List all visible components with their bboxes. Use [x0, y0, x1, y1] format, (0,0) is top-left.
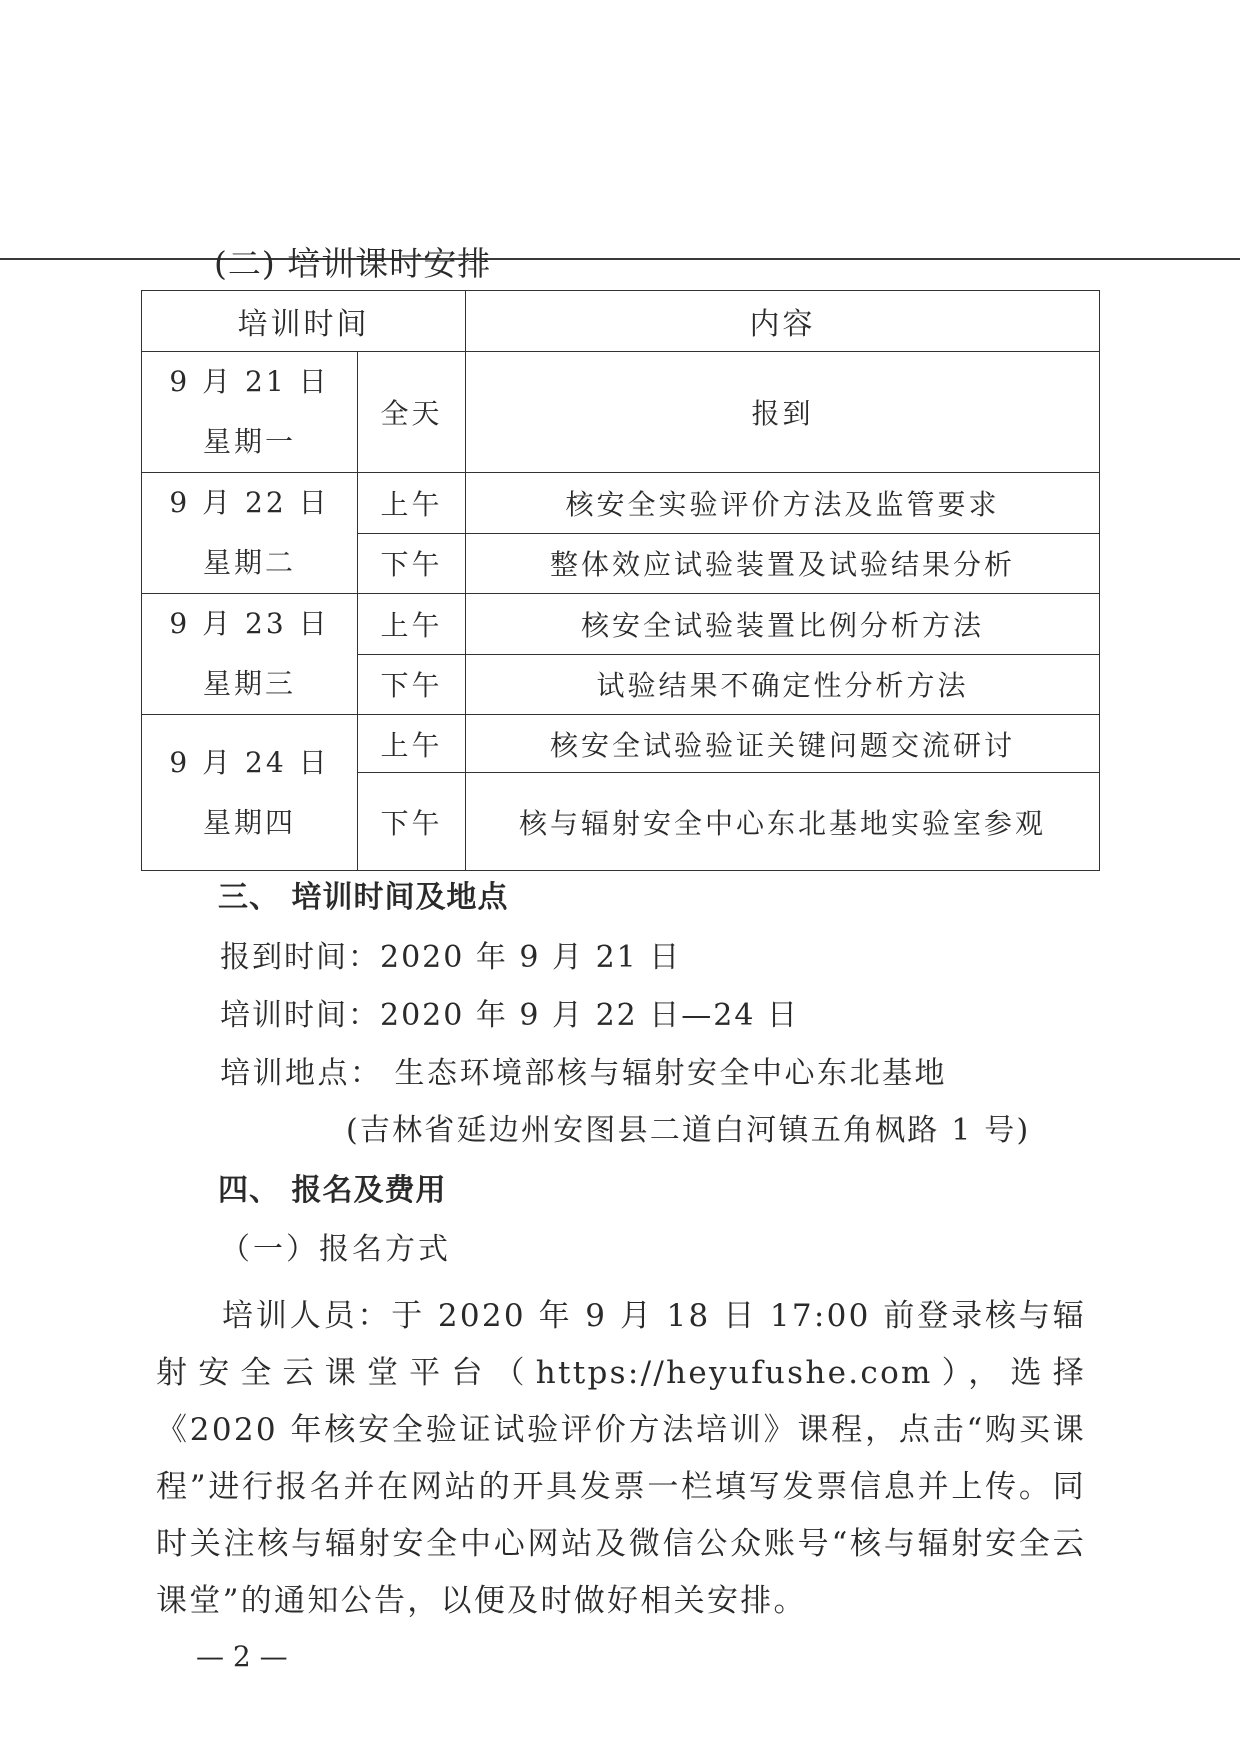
- registration-time: 报到时间：2020 年 9 月 21 日: [220, 940, 682, 975]
- content-cell: 核与辐射安全中心东北基地实验室参观: [466, 773, 1100, 871]
- table-row: [142, 352, 1100, 473]
- section4-heading: 四、 报名及费用: [218, 1173, 447, 1208]
- table-row: [142, 594, 1100, 655]
- table-row: [142, 473, 1100, 534]
- date-cell: [142, 594, 358, 715]
- training-location: 培训地点： 生态环境部核与辐射安全中心东北基地: [220, 1056, 948, 1091]
- header-training-time: 培训时间: [142, 291, 466, 352]
- date-label: 9 月 23 日: [169, 607, 330, 640]
- content-cell: 核安全试验验证关键问题交流研讨: [466, 715, 1100, 773]
- period-cell: 上午: [358, 594, 466, 655]
- scan-border-line: [0, 258, 1240, 260]
- content-cell: 核安全实验评价方法及监管要求: [466, 473, 1100, 534]
- training-address: (吉林省延边州安图县二道白河镇五角枫路 1 号): [346, 1113, 1031, 1148]
- date-cell: [142, 473, 358, 594]
- weekday-label: 星期一: [202, 425, 296, 458]
- date-label: 9 月 22 日: [169, 486, 330, 519]
- period-cell: 上午: [358, 715, 466, 773]
- registration-method-heading: （一）报名方式: [220, 1232, 451, 1267]
- weekday-label: 星期二: [202, 546, 296, 579]
- date-label: 9 月 21 日: [169, 365, 330, 398]
- table-header-row: [142, 291, 1100, 352]
- period-cell: 下午: [358, 654, 466, 715]
- weekday-label: 星期三: [202, 667, 296, 700]
- training-time: 培训时间：2020 年 9 月 22 日—24 日: [220, 998, 799, 1033]
- section-heading-schedule: (二) 培训课时安排: [214, 244, 492, 283]
- date-label: 9 月 24 日: [169, 745, 330, 779]
- registration-body-text: 培训人员：于 2020 年 9 月 18 日 17:00 前登录核与辐射安全云课堂平台（https://heyufushe.com），选择《2020 年核安全验证试验评价方法培训》课程，点击“购买课程”进行报名并在网站的开具发票一栏填写发票信息并上传。同时关注核与辐射安全中心网站及微信公众账号“核与辐射安全云课堂”的通知公告，以便及时做好相关安排。: [156, 1298, 1086, 1619]
- content-cell: 报到: [466, 352, 1100, 473]
- content-cell: 试验结果不确定性分析方法: [466, 654, 1100, 715]
- table-row: [142, 715, 1100, 773]
- date-cell: [142, 715, 358, 871]
- weekday-label: 星期四: [202, 805, 296, 839]
- header-content: 内容: [466, 291, 1100, 352]
- period-cell: 上午: [358, 473, 466, 534]
- content-cell: 核安全试验装置比例分析方法: [466, 594, 1100, 655]
- period-cell: 下午: [358, 533, 466, 594]
- period-cell: 下午: [358, 773, 466, 871]
- page-number: — 2 —: [196, 1640, 288, 1673]
- period-cell: 全天: [358, 352, 466, 473]
- schedule-table: [141, 290, 1100, 871]
- date-cell: [142, 352, 358, 473]
- section3-heading: 三、 培训时间及地点: [218, 880, 509, 915]
- content-cell: 整体效应试验装置及试验结果分析: [466, 533, 1100, 594]
